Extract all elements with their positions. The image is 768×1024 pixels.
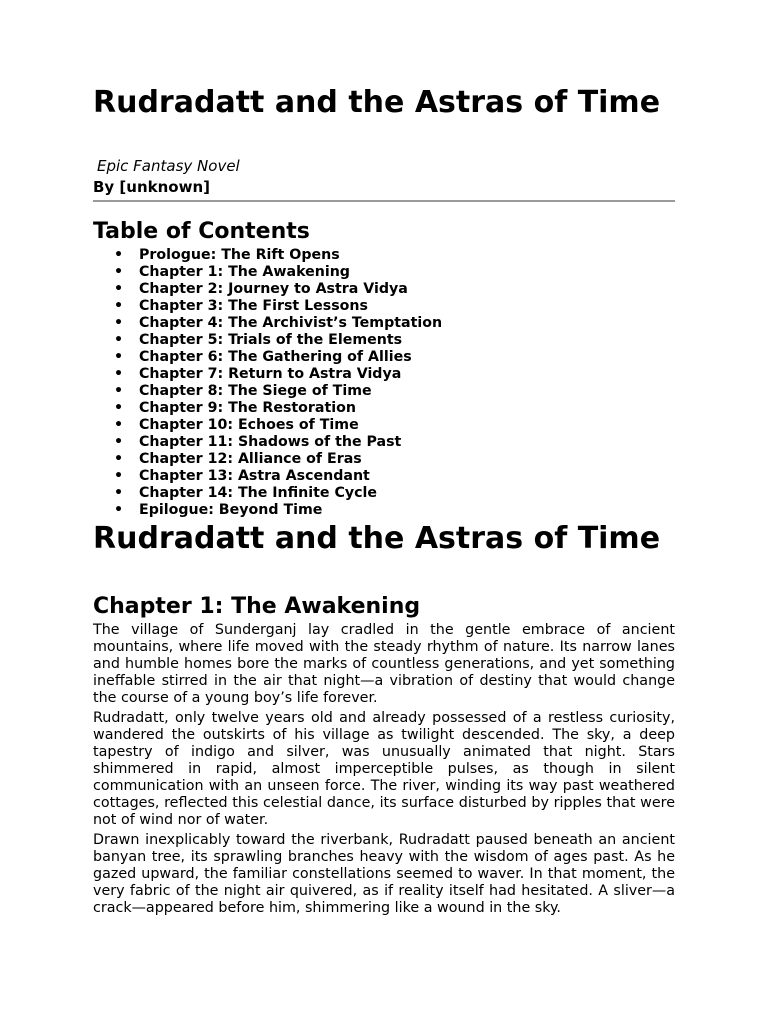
toc-item[interactable]: • Chapter 5: Trials of the Elements xyxy=(93,332,442,349)
body-paragraph: Drawn inexplicably toward the riverbank, Rudradatt paused beneath an ancient banyan tree, its sprawling branches heavy with the wisdom of ages past. As he gazed upward, the familiar constellations seemed to waver. In that moment, the very fabric of the night air quivered, as if reality itself had hesitated. A sliver—a crack—appeared before him, shimmering like a wound in the sky. xyxy=(93,832,675,916)
toc-item[interactable]: • Chapter 2: Journey to Astra Vidya xyxy=(93,281,442,298)
toc-item[interactable]: • Chapter 7: Return to Astra Vidya xyxy=(93,366,442,383)
toc-item[interactable]: • Chapter 8: The Siege of Time xyxy=(93,383,442,400)
body-paragraph: The village of Sunderganj lay cradled in the gentle embrace of ancient mountains, where life moved with the steady rhythm of nature. Its narrow lanes and humble homes bore the marks of countless generations, and yet something ineffable stirred in the air that night—a vibration of destiny that would change the course of a young boy’s life forever. xyxy=(93,622,675,706)
toc-item[interactable]: • Chapter 14: The Infinite Cycle xyxy=(93,485,442,502)
book-subtitle: Epic Fantasy Novel xyxy=(97,157,240,175)
body-paragraph: Rudradatt, only twelve years old and already possessed of a restless curiosity, wandered the outskirts of his village as twilight descended. The sky, a deep tapestry of indigo and silver, was unusually animated that night. Stars shimmered in rapid, almost imperceptible pulses, as though in silent communication with an unseen force. The river, winding its way past weathered cottages, reflected this celestial dance, its surface disturbed by ripples that were not of wind nor of water. xyxy=(93,710,675,828)
section-title: Rudradatt and the Astras of Time xyxy=(93,521,661,556)
toc-item[interactable]: • Chapter 6: The Gathering of Allies xyxy=(93,349,442,366)
table-of-contents xyxy=(93,247,442,519)
toc-heading: Table of Contents xyxy=(93,219,310,244)
toc-item[interactable]: • Chapter 10: Echoes of Time xyxy=(93,417,442,434)
chapter-body xyxy=(93,622,675,920)
toc-item[interactable]: • Chapter 4: The Archivist’s Temptation xyxy=(93,315,442,332)
toc-item[interactable]: • Chapter 13: Astra Ascendant xyxy=(93,468,442,485)
author-byline: By [unknown] xyxy=(93,178,210,196)
chapter-heading: Chapter 1: The Awakening xyxy=(93,594,421,619)
toc-item[interactable]: • Epilogue: Beyond Time xyxy=(93,502,442,519)
toc-item[interactable]: • Chapter 12: Alliance of Eras xyxy=(93,451,442,468)
book-title: Rudradatt and the Astras of Time xyxy=(93,85,661,120)
toc-item[interactable]: • Chapter 9: The Restoration xyxy=(93,400,442,417)
horizontal-divider xyxy=(93,200,675,202)
toc-item[interactable]: • Chapter 3: The First Lessons xyxy=(93,298,442,315)
toc-item[interactable]: • Chapter 11: Shadows of the Past xyxy=(93,434,442,451)
toc-item[interactable]: • Chapter 1: The Awakening xyxy=(93,264,442,281)
toc-item[interactable]: • Prologue: The Rift Opens xyxy=(93,247,442,264)
